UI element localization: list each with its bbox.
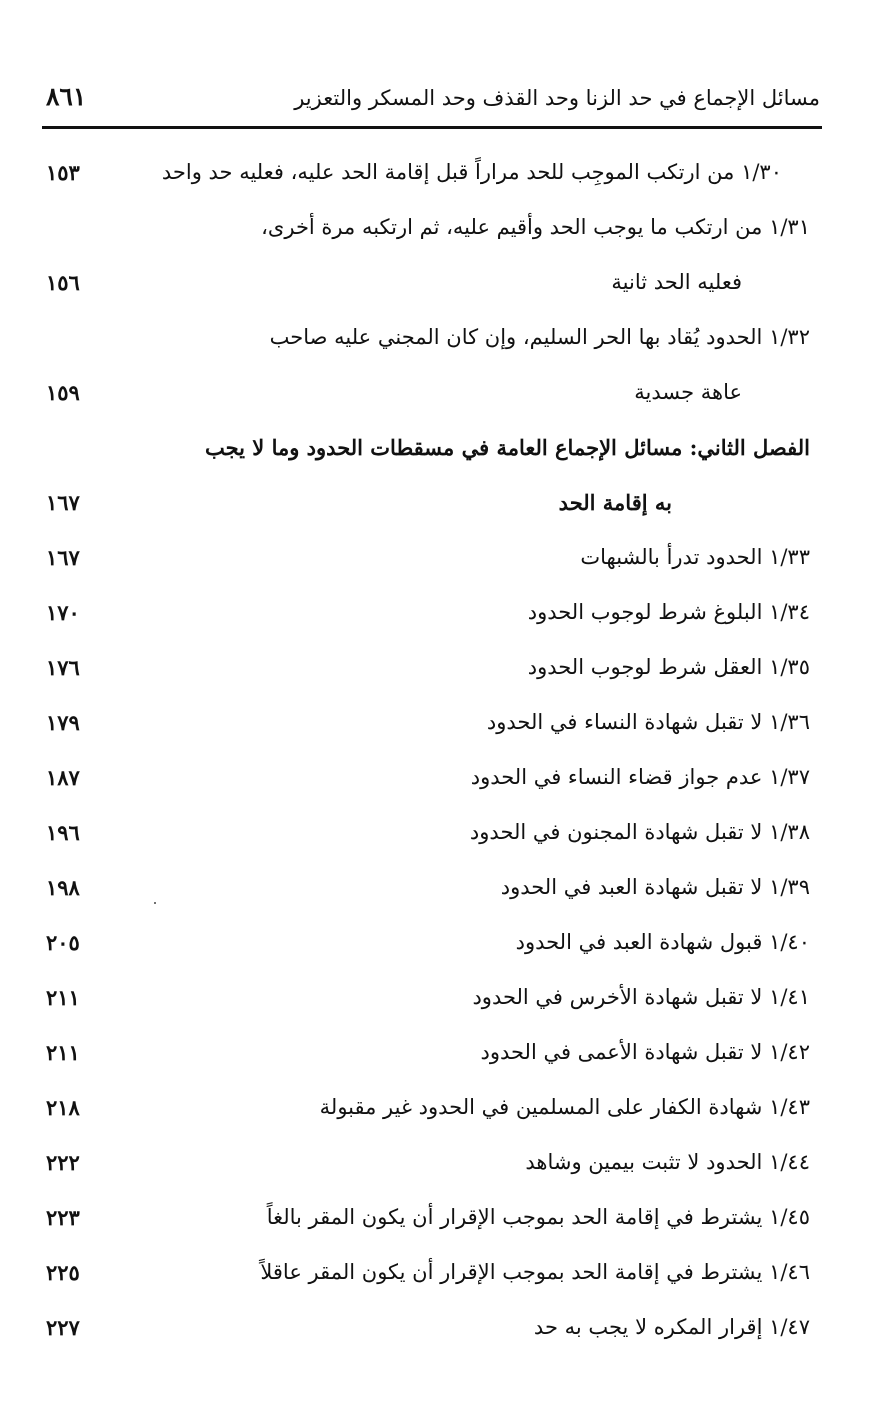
toc-entry-page: ٢٢٣ bbox=[46, 1205, 80, 1230]
toc-entry-46 bbox=[42, 1250, 822, 1305]
toc-entry-page: ١٩٦ bbox=[46, 820, 80, 845]
toc-entry-text: ١/٣٩ لا تقبل شهادة العبد في الحدود bbox=[500, 875, 810, 899]
toc-entry-page: ٢٢٢ bbox=[46, 1150, 80, 1175]
toc-entry-page: ١٧٦ bbox=[46, 655, 80, 680]
toc-entry-31 bbox=[42, 205, 822, 260]
paper-speck bbox=[154, 902, 156, 904]
toc-entry-text: ١/٤٥ يشترط في إقامة الحد بموجب الإقرار أن يكون المقر بالغاً bbox=[266, 1205, 810, 1229]
toc-entry-35 bbox=[42, 645, 822, 700]
toc-entry-text: ١/٤٦ يشترط في إقامة الحد بموجب الإقرار أن يكون المقر عاقلاً bbox=[260, 1260, 810, 1284]
toc-entry-32-continued bbox=[42, 370, 822, 425]
toc-entry-text: ١/٤٧ إقرار المكره لا يجب به حد bbox=[533, 1315, 810, 1339]
toc-entry-page: ١٥٣ bbox=[46, 160, 80, 185]
toc-entry-text: ١/٣٦ لا تقبل شهادة النساء في الحدود bbox=[486, 710, 810, 734]
toc-entry-34 bbox=[42, 590, 822, 645]
toc-entry-page: ١٥٩ bbox=[46, 380, 80, 405]
toc-entry-47 bbox=[42, 1305, 822, 1360]
toc-entry-37 bbox=[42, 755, 822, 810]
toc-entry-page: ٢٠٥ bbox=[46, 930, 80, 955]
toc-entry-33 bbox=[42, 535, 822, 590]
toc-entry-text: فعليه الحد ثانية bbox=[611, 270, 742, 294]
toc-entry-text: ١/٤٤ الحدود لا تثبت بيمين وشاهد bbox=[525, 1150, 810, 1174]
toc-entry-page: ٢١٨ bbox=[46, 1095, 80, 1120]
chapter-heading-text: به إقامة الحد bbox=[558, 490, 672, 515]
toc-entry-text: ١/٣٤ البلوغ شرط لوجوب الحدود bbox=[527, 600, 810, 624]
toc-entry-31-continued bbox=[42, 260, 822, 315]
toc-entry-41 bbox=[42, 975, 822, 1030]
toc-entry-32 bbox=[42, 315, 822, 370]
toc-entry-text: ١/٣١ من ارتكب ما يوجب الحد وأقيم عليه، ثم ارتكبه مرة أخرى، bbox=[261, 215, 810, 239]
page-number: ٨٦١ bbox=[46, 82, 87, 111]
toc-entry-42 bbox=[42, 1030, 822, 1085]
toc-entry-page: ١٧٩ bbox=[46, 710, 80, 735]
toc-entry-text: ١/٤٢ لا تقبل شهادة الأعمى في الحدود bbox=[480, 1040, 810, 1064]
toc-entry-36 bbox=[42, 700, 822, 755]
toc-entry-text: عاهة جسدية bbox=[634, 380, 742, 404]
chapter-heading-continued bbox=[42, 480, 822, 535]
toc-entry-43 bbox=[42, 1085, 822, 1140]
toc-entry-39 bbox=[42, 865, 822, 920]
toc-entry-38 bbox=[42, 810, 822, 865]
chapter-heading-text: الفصل الثاني: مسائل الإجماع العامة في مسقطات الحدود وما لا يجب bbox=[204, 435, 810, 460]
toc-entry-page: ١٨٧ bbox=[46, 765, 80, 790]
toc-entry-text: ١/٣٨ لا تقبل شهادة المجنون في الحدود bbox=[469, 820, 810, 844]
header-divider bbox=[42, 126, 822, 129]
toc-entry-text: ١/٤١ لا تقبل شهادة الأخرس في الحدود bbox=[472, 985, 810, 1009]
table-of-contents bbox=[42, 150, 822, 1360]
toc-entry-30 bbox=[42, 150, 822, 205]
toc-entry-page: ١٩٨ bbox=[46, 875, 80, 900]
running-header-title: مسائل الإجماع في حد الزنا وحد القذف وحد المسكر والتعزير bbox=[294, 86, 820, 110]
toc-entry-text: ١/٤٠ قبول شهادة العبد في الحدود bbox=[515, 930, 810, 954]
toc-entry-text: ١/٣٥ العقل شرط لوجوب الحدود bbox=[527, 655, 810, 679]
toc-entry-40 bbox=[42, 920, 822, 975]
chapter-heading bbox=[42, 425, 822, 480]
toc-entry-text: ١/٣٧ عدم جواز قضاء النساء في الحدود bbox=[470, 765, 810, 789]
toc-entry-page: ٢٢٥ bbox=[46, 1260, 80, 1285]
toc-entry-text: ١/٣٢ الحدود يُقاد بها الحر السليم، وإن كان المجني عليه صاحب bbox=[269, 325, 810, 349]
toc-entry-page: ١٧٠ bbox=[46, 600, 80, 625]
toc-entry-44 bbox=[42, 1140, 822, 1195]
toc-entry-text: ١/٤٣ شهادة الكفار على المسلمين في الحدود غير مقبولة bbox=[319, 1095, 810, 1119]
toc-entry-text: ١/٣٠ من ارتكب الموجِب للحد مراراً قبل إقامة الحد عليه، فعليه حد واحد bbox=[161, 160, 782, 184]
toc-entry-45 bbox=[42, 1195, 822, 1250]
toc-entry-page: ١٦٧ bbox=[46, 545, 80, 570]
toc-entry-text: ١/٣٣ الحدود تدرأ بالشبهات bbox=[580, 545, 810, 569]
toc-entry-page: ١٥٦ bbox=[46, 270, 80, 295]
toc-entry-page: ٢١١ bbox=[46, 1040, 80, 1065]
toc-entry-page: ١٦٧ bbox=[46, 490, 80, 515]
toc-entry-page: ٢١١ bbox=[46, 985, 80, 1010]
toc-entry-page: ٢٢٧ bbox=[46, 1315, 80, 1340]
running-header bbox=[42, 78, 822, 126]
